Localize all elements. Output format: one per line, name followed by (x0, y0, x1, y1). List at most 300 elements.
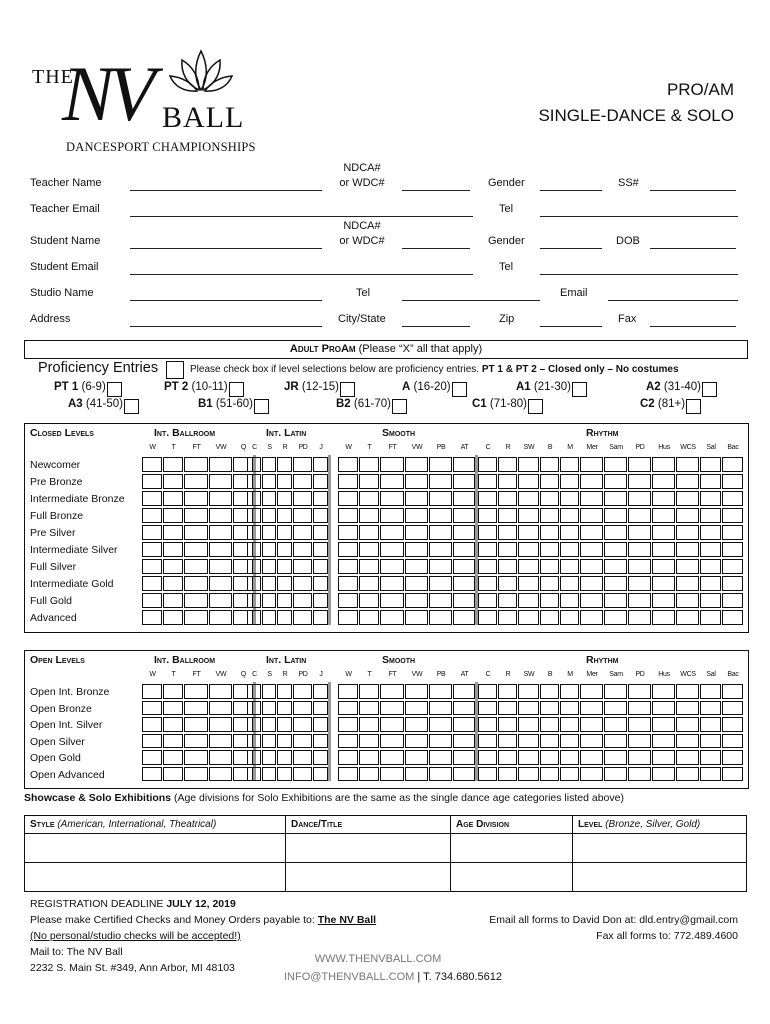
fax-field[interactable] (650, 326, 736, 327)
entry-checkbox[interactable] (560, 734, 579, 749)
entry-checkbox[interactable] (163, 491, 183, 506)
entry-checkbox[interactable] (142, 734, 162, 749)
entry-checkbox[interactable] (604, 717, 627, 732)
entry-checkbox[interactable] (184, 576, 208, 591)
entry-checkbox[interactable] (247, 701, 261, 716)
entry-checkbox[interactable] (405, 767, 428, 782)
entry-checkbox[interactable] (478, 750, 497, 765)
entry-checkbox[interactable] (628, 525, 651, 540)
entry-checkbox[interactable] (380, 717, 404, 732)
entry-checkbox[interactable] (163, 717, 183, 732)
entry-checkbox[interactable] (380, 684, 404, 699)
entry-checkbox[interactable] (676, 559, 699, 574)
entry-checkbox[interactable] (184, 684, 208, 699)
entry-checkbox[interactable] (628, 717, 651, 732)
entry-checkbox[interactable] (518, 525, 539, 540)
entry-checkbox[interactable] (338, 508, 358, 523)
entry-checkbox[interactable] (313, 491, 328, 506)
entry-checkbox[interactable] (247, 767, 261, 782)
entry-checkbox[interactable] (262, 767, 276, 782)
entry-checkbox[interactable] (453, 457, 475, 472)
entry-checkbox[interactable] (277, 734, 292, 749)
entry-checkbox[interactable] (429, 525, 452, 540)
entry-checkbox[interactable] (540, 474, 559, 489)
entry-checkbox[interactable] (560, 717, 579, 732)
entry-checkbox[interactable] (338, 474, 358, 489)
entry-checkbox[interactable] (722, 610, 743, 625)
entry-checkbox[interactable] (453, 508, 475, 523)
entry-checkbox[interactable] (359, 508, 379, 523)
entry-checkbox[interactable] (560, 750, 579, 765)
entry-checkbox[interactable] (338, 559, 358, 574)
entry-checkbox[interactable] (380, 474, 404, 489)
entry-checkbox[interactable] (184, 734, 208, 749)
entry-checkbox[interactable] (580, 508, 603, 523)
entry-checkbox[interactable] (338, 491, 358, 506)
entry-checkbox[interactable] (560, 559, 579, 574)
entry-checkbox[interactable] (163, 684, 183, 699)
entry-checkbox[interactable] (184, 542, 208, 557)
entry-checkbox[interactable] (453, 750, 475, 765)
entry-checkbox[interactable] (262, 684, 276, 699)
entry-checkbox[interactable] (209, 610, 232, 625)
entry-checkbox[interactable] (380, 750, 404, 765)
entry-checkbox[interactable] (478, 767, 497, 782)
entry-checkbox[interactable] (405, 610, 428, 625)
entry-checkbox[interactable] (453, 576, 475, 591)
entry-checkbox[interactable] (209, 576, 232, 591)
entry-checkbox[interactable] (380, 525, 404, 540)
entry-checkbox[interactable] (359, 767, 379, 782)
entry-checkbox[interactable] (262, 457, 276, 472)
entry-checkbox[interactable] (560, 593, 579, 608)
entry-checkbox[interactable] (247, 593, 261, 608)
age-checkbox[interactable] (124, 399, 139, 414)
entry-checkbox[interactable] (142, 576, 162, 591)
entry-checkbox[interactable] (405, 717, 428, 732)
entry-checkbox[interactable] (518, 542, 539, 557)
entry-checkbox[interactable] (498, 767, 517, 782)
entry-checkbox[interactable] (722, 750, 743, 765)
entry-checkbox[interactable] (184, 750, 208, 765)
entry-checkbox[interactable] (540, 576, 559, 591)
entry-checkbox[interactable] (313, 474, 328, 489)
entry-checkbox[interactable] (429, 559, 452, 574)
entry-checkbox[interactable] (338, 610, 358, 625)
entry-checkbox[interactable] (628, 684, 651, 699)
entry-checkbox[interactable] (359, 610, 379, 625)
entry-checkbox[interactable] (628, 593, 651, 608)
entry-checkbox[interactable] (478, 542, 497, 557)
age-checkbox[interactable] (452, 382, 467, 397)
entry-checkbox[interactable] (338, 684, 358, 699)
showcase-cell[interactable] (25, 834, 286, 863)
entry-checkbox[interactable] (453, 684, 475, 699)
entry-checkbox[interactable] (163, 542, 183, 557)
entry-checkbox[interactable] (293, 542, 312, 557)
entry-checkbox[interactable] (262, 508, 276, 523)
entry-checkbox[interactable] (478, 593, 497, 608)
entry-checkbox[interactable] (580, 576, 603, 591)
entry-checkbox[interactable] (209, 491, 232, 506)
entry-checkbox[interactable] (628, 474, 651, 489)
entry-checkbox[interactable] (628, 734, 651, 749)
entry-checkbox[interactable] (142, 542, 162, 557)
entry-checkbox[interactable] (405, 491, 428, 506)
age-checkbox[interactable] (107, 382, 122, 397)
entry-checkbox[interactable] (700, 542, 721, 557)
entry-checkbox[interactable] (478, 701, 497, 716)
entry-checkbox[interactable] (142, 750, 162, 765)
entry-checkbox[interactable] (498, 559, 517, 574)
entry-checkbox[interactable] (722, 734, 743, 749)
entry-checkbox[interactable] (604, 734, 627, 749)
entry-checkbox[interactable] (405, 542, 428, 557)
entry-checkbox[interactable] (604, 610, 627, 625)
entry-checkbox[interactable] (540, 767, 559, 782)
entry-checkbox[interactable] (277, 491, 292, 506)
entry-checkbox[interactable] (405, 559, 428, 574)
entry-checkbox[interactable] (277, 717, 292, 732)
entry-checkbox[interactable] (293, 717, 312, 732)
entry-checkbox[interactable] (209, 508, 232, 523)
entry-checkbox[interactable] (652, 610, 675, 625)
entry-checkbox[interactable] (209, 701, 232, 716)
showcase-cell[interactable] (451, 863, 573, 892)
entry-checkbox[interactable] (478, 525, 497, 540)
entry-checkbox[interactable] (247, 508, 261, 523)
entry-checkbox[interactable] (580, 559, 603, 574)
entry-checkbox[interactable] (628, 576, 651, 591)
entry-checkbox[interactable] (247, 491, 261, 506)
entry-checkbox[interactable] (209, 559, 232, 574)
entry-checkbox[interactable] (313, 593, 328, 608)
entry-checkbox[interactable] (604, 491, 627, 506)
proficiency-checkbox[interactable] (166, 361, 184, 379)
entry-checkbox[interactable] (277, 525, 292, 540)
entry-checkbox[interactable] (163, 610, 183, 625)
teacher-email-field[interactable] (130, 216, 473, 217)
entry-checkbox[interactable] (359, 525, 379, 540)
entry-checkbox[interactable] (518, 593, 539, 608)
entry-checkbox[interactable] (338, 593, 358, 608)
entry-checkbox[interactable] (359, 684, 379, 699)
entry-checkbox[interactable] (380, 491, 404, 506)
entry-checkbox[interactable] (453, 717, 475, 732)
entry-checkbox[interactable] (380, 508, 404, 523)
entry-checkbox[interactable] (405, 457, 428, 472)
teacher-gender-field[interactable] (540, 190, 602, 191)
entry-checkbox[interactable] (580, 684, 603, 699)
entry-checkbox[interactable] (293, 593, 312, 608)
entry-checkbox[interactable] (142, 525, 162, 540)
entry-checkbox[interactable] (722, 474, 743, 489)
entry-checkbox[interactable] (380, 559, 404, 574)
entry-checkbox[interactable] (313, 767, 328, 782)
entry-checkbox[interactable] (142, 701, 162, 716)
website[interactable]: WWW.THENVBALL.COM (314, 953, 442, 965)
entry-checkbox[interactable] (429, 457, 452, 472)
entry-checkbox[interactable] (518, 457, 539, 472)
entry-checkbox[interactable] (209, 734, 232, 749)
entry-checkbox[interactable] (700, 610, 721, 625)
entry-checkbox[interactable] (247, 734, 261, 749)
entry-checkbox[interactable] (453, 491, 475, 506)
entry-checkbox[interactable] (380, 593, 404, 608)
entry-checkbox[interactable] (478, 559, 497, 574)
entry-checkbox[interactable] (628, 610, 651, 625)
entry-checkbox[interactable] (518, 508, 539, 523)
student-gender-field[interactable] (540, 248, 602, 249)
entry-checkbox[interactable] (580, 542, 603, 557)
age-checkbox[interactable] (686, 399, 701, 414)
entry-checkbox[interactable] (498, 576, 517, 591)
entry-checkbox[interactable] (142, 610, 162, 625)
entry-checkbox[interactable] (313, 684, 328, 699)
entry-checkbox[interactable] (722, 593, 743, 608)
city-state-field[interactable] (402, 326, 470, 327)
entry-checkbox[interactable] (540, 734, 559, 749)
entry-checkbox[interactable] (604, 576, 627, 591)
entry-checkbox[interactable] (142, 684, 162, 699)
entry-checkbox[interactable] (676, 576, 699, 591)
entry-checkbox[interactable] (247, 559, 261, 574)
entry-checkbox[interactable] (277, 750, 292, 765)
entry-checkbox[interactable] (722, 576, 743, 591)
entry-checkbox[interactable] (676, 491, 699, 506)
entry-checkbox[interactable] (478, 508, 497, 523)
entry-checkbox[interactable] (518, 474, 539, 489)
entry-checkbox[interactable] (405, 684, 428, 699)
entry-checkbox[interactable] (478, 717, 497, 732)
student-email-field[interactable] (130, 274, 473, 275)
student-tel-field[interactable] (540, 274, 738, 275)
entry-checkbox[interactable] (380, 610, 404, 625)
showcase-cell[interactable] (25, 863, 286, 892)
entry-checkbox[interactable] (478, 474, 497, 489)
entry-checkbox[interactable] (142, 767, 162, 782)
entry-checkbox[interactable] (478, 491, 497, 506)
entry-checkbox[interactable] (580, 457, 603, 472)
entry-checkbox[interactable] (518, 559, 539, 574)
entry-checkbox[interactable] (184, 610, 208, 625)
entry-checkbox[interactable] (184, 717, 208, 732)
entry-checkbox[interactable] (313, 457, 328, 472)
entry-checkbox[interactable] (700, 734, 721, 749)
entry-checkbox[interactable] (184, 457, 208, 472)
entry-checkbox[interactable] (247, 542, 261, 557)
entry-checkbox[interactable] (405, 525, 428, 540)
entry-checkbox[interactable] (429, 610, 452, 625)
entry-checkbox[interactable] (359, 576, 379, 591)
entry-checkbox[interactable] (209, 750, 232, 765)
entry-checkbox[interactable] (247, 684, 261, 699)
entry-checkbox[interactable] (380, 734, 404, 749)
entry-checkbox[interactable] (453, 701, 475, 716)
entry-checkbox[interactable] (163, 576, 183, 591)
entry-checkbox[interactable] (209, 525, 232, 540)
entry-checkbox[interactable] (184, 508, 208, 523)
entry-checkbox[interactable] (540, 525, 559, 540)
entry-checkbox[interactable] (209, 457, 232, 472)
entry-checkbox[interactable] (247, 474, 261, 489)
entry-checkbox[interactable] (676, 610, 699, 625)
showcase-cell[interactable] (451, 834, 573, 863)
entry-checkbox[interactable] (359, 701, 379, 716)
entry-checkbox[interactable] (676, 525, 699, 540)
entry-checkbox[interactable] (163, 559, 183, 574)
teacher-tel-field[interactable] (540, 216, 738, 217)
entry-checkbox[interactable] (142, 717, 162, 732)
entry-checkbox[interactable] (359, 542, 379, 557)
entry-checkbox[interactable] (540, 508, 559, 523)
entry-checkbox[interactable] (560, 457, 579, 472)
entry-checkbox[interactable] (560, 610, 579, 625)
entry-checkbox[interactable] (700, 576, 721, 591)
entry-checkbox[interactable] (277, 542, 292, 557)
age-checkbox[interactable] (392, 399, 407, 414)
entry-checkbox[interactable] (498, 491, 517, 506)
entry-checkbox[interactable] (277, 559, 292, 574)
entry-checkbox[interactable] (262, 750, 276, 765)
entry-checkbox[interactable] (163, 734, 183, 749)
entry-checkbox[interactable] (676, 542, 699, 557)
entry-checkbox[interactable] (338, 717, 358, 732)
entry-checkbox[interactable] (478, 610, 497, 625)
entry-checkbox[interactable] (560, 474, 579, 489)
entry-checkbox[interactable] (453, 559, 475, 574)
entry-checkbox[interactable] (429, 508, 452, 523)
age-checkbox[interactable] (572, 382, 587, 397)
entry-checkbox[interactable] (700, 491, 721, 506)
entry-checkbox[interactable] (293, 767, 312, 782)
entry-checkbox[interactable] (652, 717, 675, 732)
entry-checkbox[interactable] (313, 610, 328, 625)
entry-checkbox[interactable] (277, 610, 292, 625)
age-checkbox[interactable] (702, 382, 717, 397)
student-ndca-field[interactable] (402, 248, 470, 249)
entry-checkbox[interactable] (429, 717, 452, 732)
entry-checkbox[interactable] (478, 734, 497, 749)
entry-checkbox[interactable] (209, 684, 232, 699)
entry-checkbox[interactable] (142, 559, 162, 574)
entry-checkbox[interactable] (453, 610, 475, 625)
entry-checkbox[interactable] (262, 734, 276, 749)
entry-checkbox[interactable] (209, 474, 232, 489)
entry-checkbox[interactable] (380, 542, 404, 557)
entry-checkbox[interactable] (700, 593, 721, 608)
entry-checkbox[interactable] (429, 593, 452, 608)
entry-checkbox[interactable] (142, 457, 162, 472)
entry-checkbox[interactable] (540, 701, 559, 716)
entry-checkbox[interactable] (247, 717, 261, 732)
entry-checkbox[interactable] (604, 474, 627, 489)
entry-checkbox[interactable] (380, 576, 404, 591)
entry-checkbox[interactable] (604, 542, 627, 557)
entry-checkbox[interactable] (652, 701, 675, 716)
entry-checkbox[interactable] (540, 684, 559, 699)
entry-checkbox[interactable] (277, 576, 292, 591)
studio-email-field[interactable] (608, 300, 738, 301)
entry-checkbox[interactable] (313, 508, 328, 523)
showcase-cell[interactable] (573, 863, 747, 892)
entry-checkbox[interactable] (184, 474, 208, 489)
entry-checkbox[interactable] (560, 525, 579, 540)
entry-checkbox[interactable] (722, 717, 743, 732)
entry-checkbox[interactable] (628, 559, 651, 574)
entry-checkbox[interactable] (700, 525, 721, 540)
entry-checkbox[interactable] (498, 474, 517, 489)
entry-checkbox[interactable] (453, 734, 475, 749)
entry-checkbox[interactable] (628, 767, 651, 782)
entry-checkbox[interactable] (293, 474, 312, 489)
entry-checkbox[interactable] (209, 767, 232, 782)
entry-checkbox[interactable] (262, 593, 276, 608)
studio-tel-field[interactable] (402, 300, 540, 301)
entry-checkbox[interactable] (453, 474, 475, 489)
entry-checkbox[interactable] (652, 474, 675, 489)
entry-checkbox[interactable] (628, 701, 651, 716)
entry-checkbox[interactable] (478, 684, 497, 699)
entry-checkbox[interactable] (580, 491, 603, 506)
entry-checkbox[interactable] (652, 684, 675, 699)
zip-field[interactable] (540, 326, 602, 327)
entry-checkbox[interactable] (293, 576, 312, 591)
entry-checkbox[interactable] (163, 767, 183, 782)
entry-checkbox[interactable] (380, 457, 404, 472)
entry-checkbox[interactable] (652, 457, 675, 472)
entry-checkbox[interactable] (652, 734, 675, 749)
entry-checkbox[interactable] (652, 750, 675, 765)
entry-checkbox[interactable] (184, 593, 208, 608)
entry-checkbox[interactable] (628, 542, 651, 557)
teacher-name-field[interactable] (130, 190, 322, 191)
entry-checkbox[interactable] (405, 750, 428, 765)
entry-checkbox[interactable] (518, 576, 539, 591)
entry-checkbox[interactable] (405, 701, 428, 716)
entry-checkbox[interactable] (478, 457, 497, 472)
entry-checkbox[interactable] (580, 701, 603, 716)
entry-checkbox[interactable] (359, 750, 379, 765)
entry-checkbox[interactable] (604, 525, 627, 540)
entry-checkbox[interactable] (163, 508, 183, 523)
entry-checkbox[interactable] (142, 593, 162, 608)
age-checkbox[interactable] (340, 382, 355, 397)
entry-checkbox[interactable] (277, 593, 292, 608)
entry-checkbox[interactable] (700, 474, 721, 489)
entry-checkbox[interactable] (453, 525, 475, 540)
entry-checkbox[interactable] (722, 684, 743, 699)
address-field[interactable] (130, 326, 322, 327)
entry-checkbox[interactable] (700, 457, 721, 472)
entry-checkbox[interactable] (652, 542, 675, 557)
entry-checkbox[interactable] (277, 684, 292, 699)
entry-checkbox[interactable] (700, 717, 721, 732)
entry-checkbox[interactable] (540, 610, 559, 625)
entry-checkbox[interactable] (359, 457, 379, 472)
teacher-ss-field[interactable] (650, 190, 736, 191)
entry-checkbox[interactable] (604, 508, 627, 523)
entry-checkbox[interactable] (652, 559, 675, 574)
entry-checkbox[interactable] (262, 701, 276, 716)
entry-checkbox[interactable] (429, 542, 452, 557)
entry-checkbox[interactable] (293, 508, 312, 523)
entry-checkbox[interactable] (540, 491, 559, 506)
entry-checkbox[interactable] (580, 717, 603, 732)
entry-checkbox[interactable] (580, 525, 603, 540)
entry-checkbox[interactable] (293, 701, 312, 716)
entry-checkbox[interactable] (453, 593, 475, 608)
